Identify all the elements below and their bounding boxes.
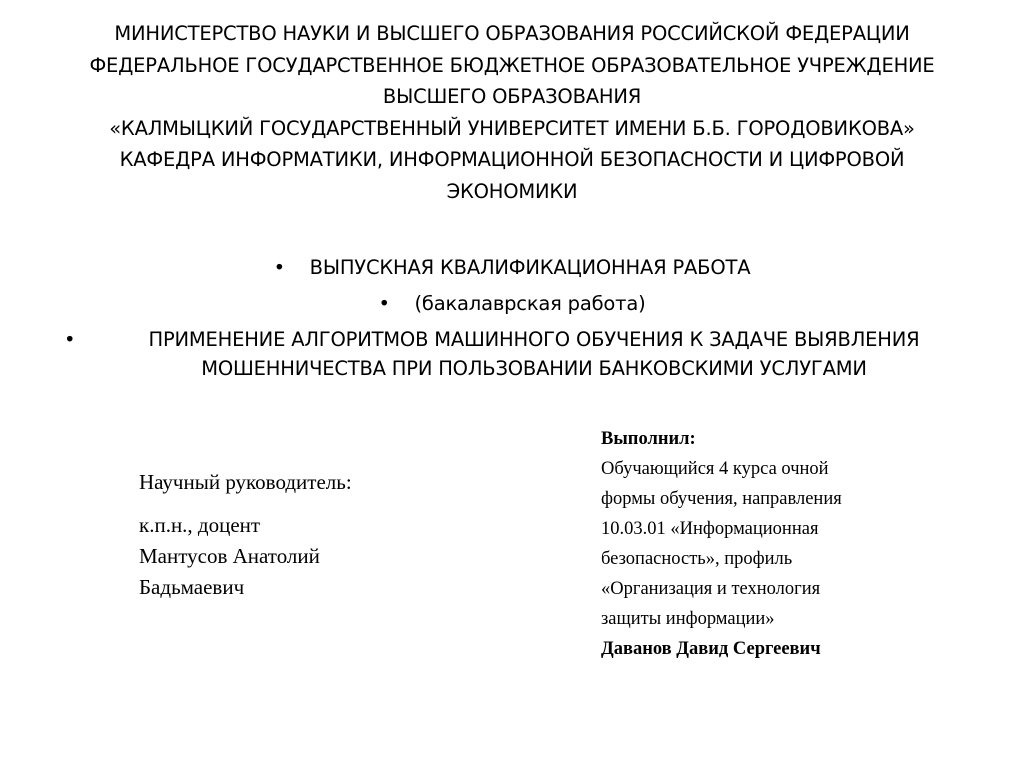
supervisor-block (139, 467, 469, 603)
header-line: ЭКОНОМИКИ (446, 179, 578, 203)
student-line: безопасность», профиль (601, 549, 793, 569)
student-line: Обучающийся 4 курса очной (601, 459, 829, 479)
header-line: «КАЛМЫЦКИЙ ГОСУДАРСТВЕННЫЙ УНИВЕРСИТЕТ ИМЕНИ Б.Б. ГОРОДОВИКОВА» (109, 116, 915, 140)
ministry-header (40, 18, 984, 207)
topic-line: ПРИМЕНЕНИЕ АЛГОРИТМОВ МАШИННОГО ОБУЧЕНИЯ К ЗАДАЧЕ ВЫЯВЛЕНИЯ (148, 328, 920, 351)
header-line: ФЕДЕРАЛЬНОЕ ГОСУДАРСТВЕННОЕ БЮДЖЕТНОЕ ОБРАЗОВАТЕЛЬНОЕ УЧРЕЖДЕНИЕ (89, 53, 935, 77)
header-line: МИНИСТЕРСТВО НАУКИ И ВЫСШЕГО ОБРАЗОВАНИЯ РОССИЙСКОЙ ФЕДЕРАЦИИ (114, 22, 910, 45)
header-line: ВЫСШЕГО ОБРАЗОВАНИЯ (382, 85, 642, 108)
student-line: «Организация и технология (601, 579, 821, 599)
work-subtype (40, 288, 984, 319)
supervisor-line: Мантусов Анатолий (139, 544, 320, 568)
work-type-text: ВЫПУСКНАЯ КВАЛИФИКАЦИОННАЯ РАБОТА (309, 256, 751, 279)
student-line: защиты информации» (601, 609, 775, 629)
student-label: Выполнил: (601, 429, 696, 449)
work-type (40, 252, 984, 283)
student-block (601, 424, 981, 664)
student-name: Даванов Давид Сергеевич (601, 639, 821, 659)
header-line: КАФЕДРА ИНФОРМАТИКИ, ИНФОРМАЦИОННОЙ БЕЗОПАСНОСТИ И ЦИФРОВОЙ (119, 148, 905, 171)
supervisor-line: Бадьмаевич (139, 575, 245, 599)
topic-line: МОШЕННИЧЕСТВА ПРИ ПОЛЬЗОВАНИИ БАНКОВСКИМИ УСЛУГАМИ (201, 357, 867, 380)
bullet-icon: • (64, 328, 76, 351)
thesis-topic-text (104, 325, 964, 383)
student-line: 10.03.01 «Информационная (601, 519, 819, 539)
supervisor-line: к.п.н., доцент (139, 513, 261, 537)
student-line: формы обучения, направления (601, 489, 842, 509)
work-subtype-text: (бакалаврская работа) (414, 292, 646, 315)
bullet-icon: • (273, 256, 285, 279)
bullet-icon: • (378, 292, 390, 315)
supervisor-label: Научный руководитель: (139, 470, 352, 494)
